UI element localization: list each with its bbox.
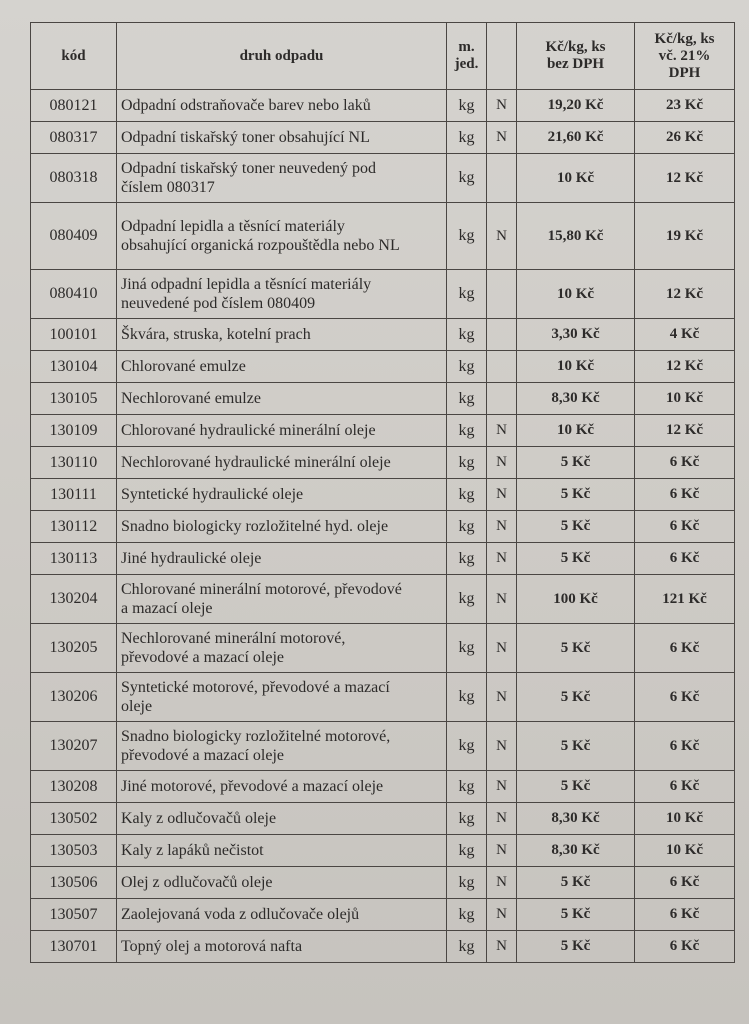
cell-code: 130507 (31, 899, 117, 931)
cell-flag: N (487, 867, 517, 899)
cell-description: Olej z odlučovačů oleje (117, 867, 447, 899)
cell-price: 10 Kč (517, 351, 635, 383)
cell-price-vat: 6 Kč (635, 479, 735, 511)
cell-description: Nechlorované minerální motorové, převodové a mazací oleje (117, 624, 447, 673)
cell-price: 5 Kč (517, 867, 635, 899)
cell-price: 5 Kč (517, 624, 635, 673)
cell-description: Chlorované minerální motorové, převodové a mazací oleje (117, 575, 447, 624)
cell-unit: kg (447, 90, 487, 122)
table-row (31, 447, 735, 479)
cell-code: 130113 (31, 543, 117, 575)
table-row (31, 203, 735, 270)
table-header-row (31, 23, 735, 90)
cell-unit: kg (447, 867, 487, 899)
cell-price: 10 Kč (517, 270, 635, 319)
cell-price: 5 Kč (517, 931, 635, 963)
table-row (31, 122, 735, 154)
cell-price: 8,30 Kč (517, 803, 635, 835)
cell-code: 130105 (31, 383, 117, 415)
cell-price-vat: 10 Kč (635, 835, 735, 867)
cell-flag: N (487, 771, 517, 803)
table-row (31, 90, 735, 122)
cell-description: Syntetické hydraulické oleje (117, 479, 447, 511)
cell-flag: N (487, 122, 517, 154)
cell-flag (487, 270, 517, 319)
cell-code: 130205 (31, 624, 117, 673)
cell-code: 130208 (31, 771, 117, 803)
cell-price-vat: 6 Kč (635, 867, 735, 899)
cell-code: 130506 (31, 867, 117, 899)
table-row (31, 624, 735, 673)
table-row (31, 575, 735, 624)
table-row (31, 931, 735, 963)
cell-description: Kaly z lapáků nečistot (117, 835, 447, 867)
cell-price: 3,30 Kč (517, 319, 635, 351)
cell-description: Snadno biologicky rozložitelné hyd. oleje (117, 511, 447, 543)
cell-price: 5 Kč (517, 899, 635, 931)
cell-description: Jiné hydraulické oleje (117, 543, 447, 575)
cell-price-vat: 23 Kč (635, 90, 735, 122)
cell-flag (487, 319, 517, 351)
cell-code: 130111 (31, 479, 117, 511)
cell-unit: kg (447, 511, 487, 543)
cell-flag: N (487, 722, 517, 771)
cell-description: Chlorované hydraulické minerální oleje (117, 415, 447, 447)
header-code: kód (31, 23, 117, 90)
cell-description: Jiné motorové, převodové a mazací oleje (117, 771, 447, 803)
cell-price-vat: 6 Kč (635, 624, 735, 673)
cell-unit: kg (447, 771, 487, 803)
table-row (31, 351, 735, 383)
cell-unit: kg (447, 319, 487, 351)
cell-unit: kg (447, 447, 487, 479)
cell-code: 080121 (31, 90, 117, 122)
table-row (31, 835, 735, 867)
cell-flag: N (487, 931, 517, 963)
cell-description: Snadno biologicky rozložitelné motorové, převodové a mazací oleje (117, 722, 447, 771)
cell-price: 10 Kč (517, 415, 635, 447)
cell-unit: kg (447, 203, 487, 270)
cell-code: 130112 (31, 511, 117, 543)
cell-price: 5 Kč (517, 543, 635, 575)
cell-flag: N (487, 624, 517, 673)
cell-description: Odpadní tiskařský toner obsahující NL (117, 122, 447, 154)
cell-flag: N (487, 511, 517, 543)
cell-description: Odpadní odstraňovače barev nebo laků (117, 90, 447, 122)
cell-unit: kg (447, 673, 487, 722)
table-row (31, 899, 735, 931)
cell-code: 130204 (31, 575, 117, 624)
cell-price-vat: 10 Kč (635, 803, 735, 835)
table-row (31, 415, 735, 447)
cell-flag: N (487, 203, 517, 270)
cell-price: 8,30 Kč (517, 383, 635, 415)
cell-price-vat: 6 Kč (635, 931, 735, 963)
header-flag (487, 23, 517, 90)
cell-code: 130206 (31, 673, 117, 722)
cell-unit: kg (447, 899, 487, 931)
header-unit: m. jed. (447, 23, 487, 90)
cell-price: 5 Kč (517, 771, 635, 803)
cell-flag (487, 351, 517, 383)
cell-description: Škvára, struska, kotelní prach (117, 319, 447, 351)
cell-flag: N (487, 673, 517, 722)
cell-description: Kaly z odlučovačů oleje (117, 803, 447, 835)
cell-price-vat: 19 Kč (635, 203, 735, 270)
cell-unit: kg (447, 270, 487, 319)
cell-unit: kg (447, 835, 487, 867)
cell-code: 130109 (31, 415, 117, 447)
cell-price-vat: 6 Kč (635, 722, 735, 771)
cell-price-vat: 6 Kč (635, 673, 735, 722)
cell-code: 080317 (31, 122, 117, 154)
cell-unit: kg (447, 931, 487, 963)
cell-unit: kg (447, 415, 487, 447)
cell-description: Syntetické motorové, převodové a mazací oleje (117, 673, 447, 722)
waste-price-table (30, 22, 735, 963)
cell-description: Chlorované emulze (117, 351, 447, 383)
cell-price-vat: 12 Kč (635, 415, 735, 447)
cell-flag: N (487, 479, 517, 511)
cell-flag: N (487, 803, 517, 835)
cell-price: 21,60 Kč (517, 122, 635, 154)
table-row (31, 722, 735, 771)
cell-price-vat: 4 Kč (635, 319, 735, 351)
table-row (31, 867, 735, 899)
cell-price: 5 Kč (517, 447, 635, 479)
cell-price: 10 Kč (517, 154, 635, 203)
cell-flag: N (487, 447, 517, 479)
cell-price-vat: 26 Kč (635, 122, 735, 154)
cell-unit: kg (447, 122, 487, 154)
cell-unit: kg (447, 543, 487, 575)
header-price: Kč/kg, ks bez DPH (517, 23, 635, 90)
cell-code: 130701 (31, 931, 117, 963)
table-body (31, 90, 735, 963)
cell-unit: kg (447, 722, 487, 771)
cell-code: 080410 (31, 270, 117, 319)
cell-unit: kg (447, 383, 487, 415)
cell-price-vat: 12 Kč (635, 351, 735, 383)
cell-code: 130503 (31, 835, 117, 867)
cell-unit: kg (447, 575, 487, 624)
table-row (31, 154, 735, 203)
table-row (31, 543, 735, 575)
table-row (31, 319, 735, 351)
cell-price-vat: 6 Kč (635, 447, 735, 479)
table-row (31, 383, 735, 415)
cell-price-vat: 121 Kč (635, 575, 735, 624)
cell-price: 8,30 Kč (517, 835, 635, 867)
table-row (31, 803, 735, 835)
header-description: druh odpadu (117, 23, 447, 90)
cell-price-vat: 10 Kč (635, 383, 735, 415)
cell-price: 100 Kč (517, 575, 635, 624)
cell-flag (487, 154, 517, 203)
cell-unit: kg (447, 479, 487, 511)
cell-description: Jiná odpadní lepidla a těsnící materiály neuvedené pod číslem 080409 (117, 270, 447, 319)
cell-unit: kg (447, 154, 487, 203)
cell-code: 130207 (31, 722, 117, 771)
cell-description: Nechlorované emulze (117, 383, 447, 415)
cell-price: 5 Kč (517, 479, 635, 511)
cell-price-vat: 6 Kč (635, 771, 735, 803)
cell-flag: N (487, 415, 517, 447)
cell-unit: kg (447, 803, 487, 835)
cell-price: 19,20 Kč (517, 90, 635, 122)
cell-price-vat: 6 Kč (635, 511, 735, 543)
header-price-vat: Kč/kg, ks vč. 21% DPH (635, 23, 735, 90)
cell-code: 080318 (31, 154, 117, 203)
cell-code: 100101 (31, 319, 117, 351)
cell-unit: kg (447, 351, 487, 383)
cell-flag: N (487, 899, 517, 931)
table-row (31, 479, 735, 511)
cell-price-vat: 12 Kč (635, 154, 735, 203)
cell-flag: N (487, 90, 517, 122)
cell-price: 5 Kč (517, 673, 635, 722)
cell-price-vat: 6 Kč (635, 899, 735, 931)
cell-description: Nechlorované hydraulické minerální oleje (117, 447, 447, 479)
cell-description: Odpadní lepidla a těsnící materiály obsahující organická rozpouštědla nebo NL (117, 203, 447, 270)
cell-flag (487, 383, 517, 415)
cell-code: 130502 (31, 803, 117, 835)
cell-price-vat: 12 Kč (635, 270, 735, 319)
cell-description: Topný olej a motorová nafta (117, 931, 447, 963)
cell-flag: N (487, 575, 517, 624)
cell-unit: kg (447, 624, 487, 673)
cell-code: 130104 (31, 351, 117, 383)
cell-description: Zaolejovaná voda z odlučovače olejů (117, 899, 447, 931)
table-row (31, 771, 735, 803)
cell-price: 5 Kč (517, 722, 635, 771)
cell-price: 15,80 Kč (517, 203, 635, 270)
cell-flag: N (487, 543, 517, 575)
cell-description: Odpadní tiskařský toner neuvedený pod číslem 080317 (117, 154, 447, 203)
cell-code: 130110 (31, 447, 117, 479)
cell-code: 080409 (31, 203, 117, 270)
cell-price-vat: 6 Kč (635, 543, 735, 575)
cell-flag: N (487, 835, 517, 867)
cell-price: 5 Kč (517, 511, 635, 543)
table-row (31, 511, 735, 543)
table-row (31, 673, 735, 722)
table-row (31, 270, 735, 319)
